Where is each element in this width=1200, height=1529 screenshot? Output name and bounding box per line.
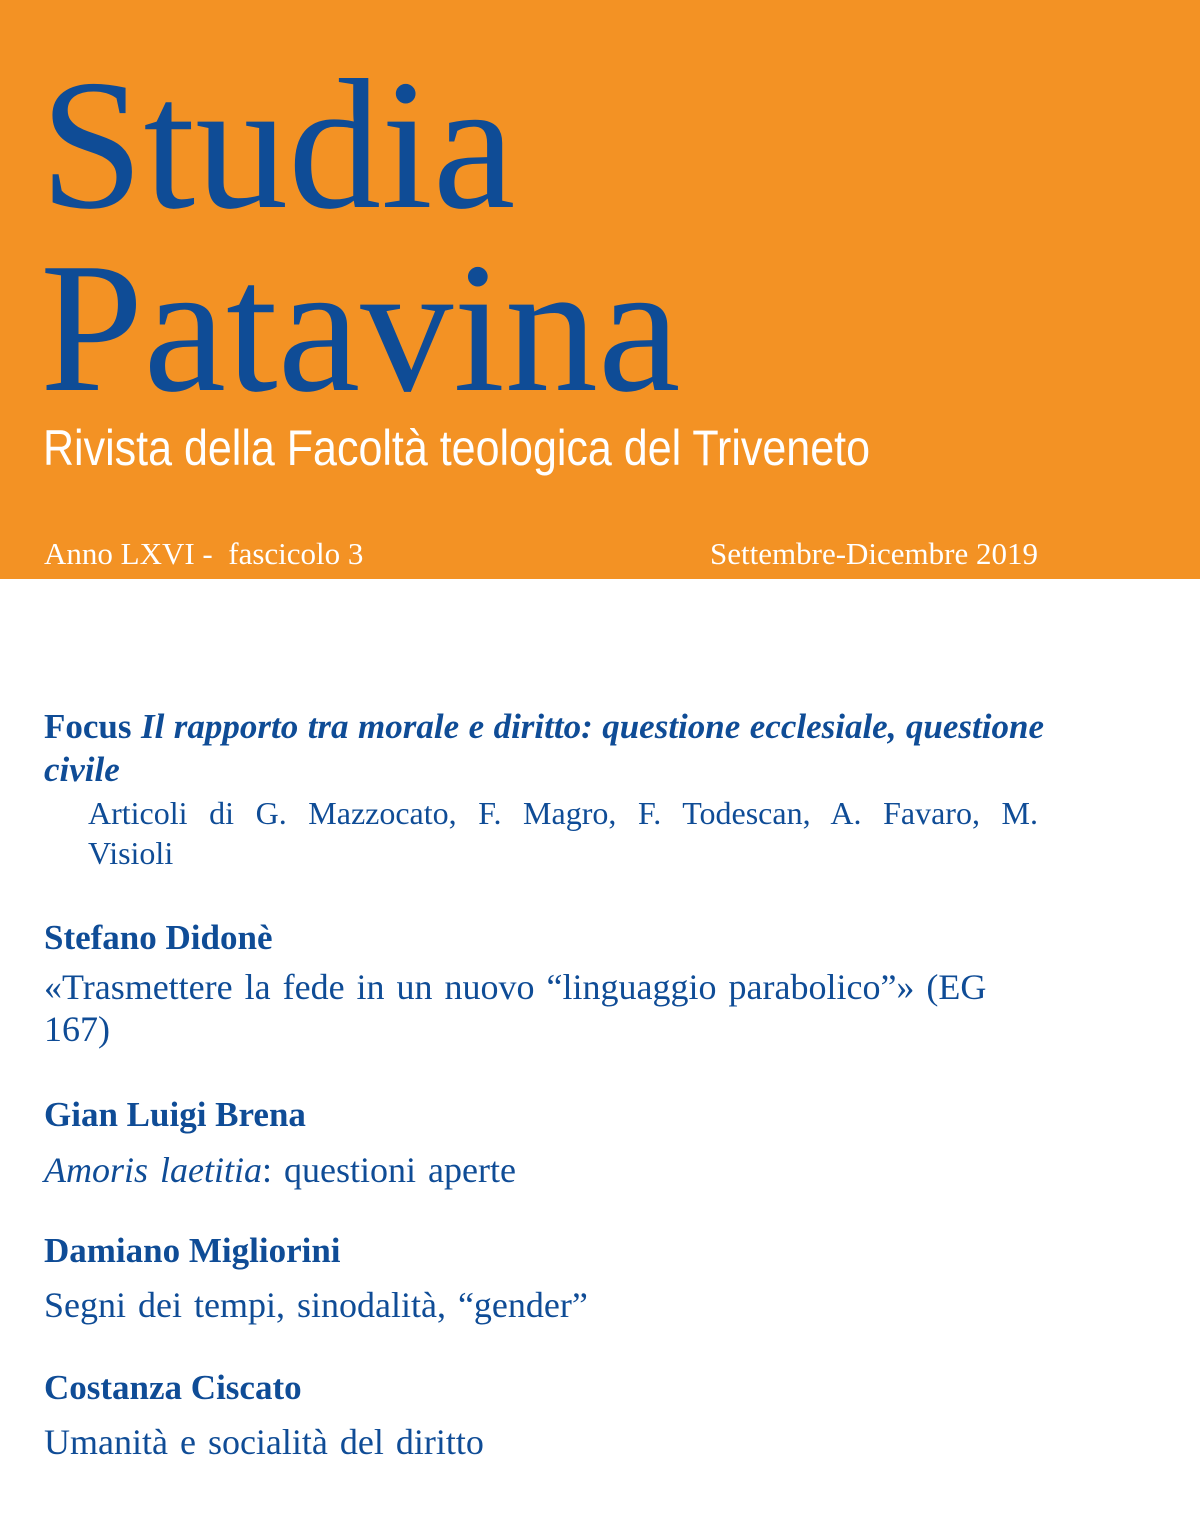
article-author: Damiano Migliorini xyxy=(44,1231,341,1270)
article-title: «Trasmettere la fede in un nuovo “linguaggio parabolico”» (EG 167) xyxy=(44,967,987,1049)
cover-header-band xyxy=(0,0,1200,579)
focus-topic: Il rapporto tra morale e diritto: questione ecclesiale, questione civile xyxy=(44,707,1044,789)
journal-title-line-2: Patavina xyxy=(40,225,681,431)
article-author: Gian Luigi Brena xyxy=(44,1095,306,1134)
article-title xyxy=(44,1149,516,1191)
focus-label: Focus xyxy=(44,707,132,746)
article-title: Umanità e socialità del diritto xyxy=(44,1422,484,1462)
article-title-rest: : questioni aperte xyxy=(262,1150,516,1190)
issue-number: Anno LXVI - fascicolo 3 xyxy=(44,536,364,571)
article-title: Segni dei tempi, sinodalità, “gender” xyxy=(44,1285,588,1325)
article-author: Stefano Didonè xyxy=(44,918,273,957)
journal-title-line-1: Studia xyxy=(40,42,516,248)
issue-date: Settembre-Dicembre 2019 xyxy=(710,536,1038,571)
journal-subtitle: Rivista della Facoltà teologica del Triveneto xyxy=(43,420,870,476)
article-author: Costanza Ciscato xyxy=(44,1368,302,1407)
focus-authors: Articoli di G. Mazzocato, F. Magro, F. Todescan, A. Favaro, M. Visioli xyxy=(88,795,1038,871)
article-title-italic: Amoris laetitia xyxy=(44,1150,262,1190)
focus-section-title xyxy=(44,705,1044,791)
